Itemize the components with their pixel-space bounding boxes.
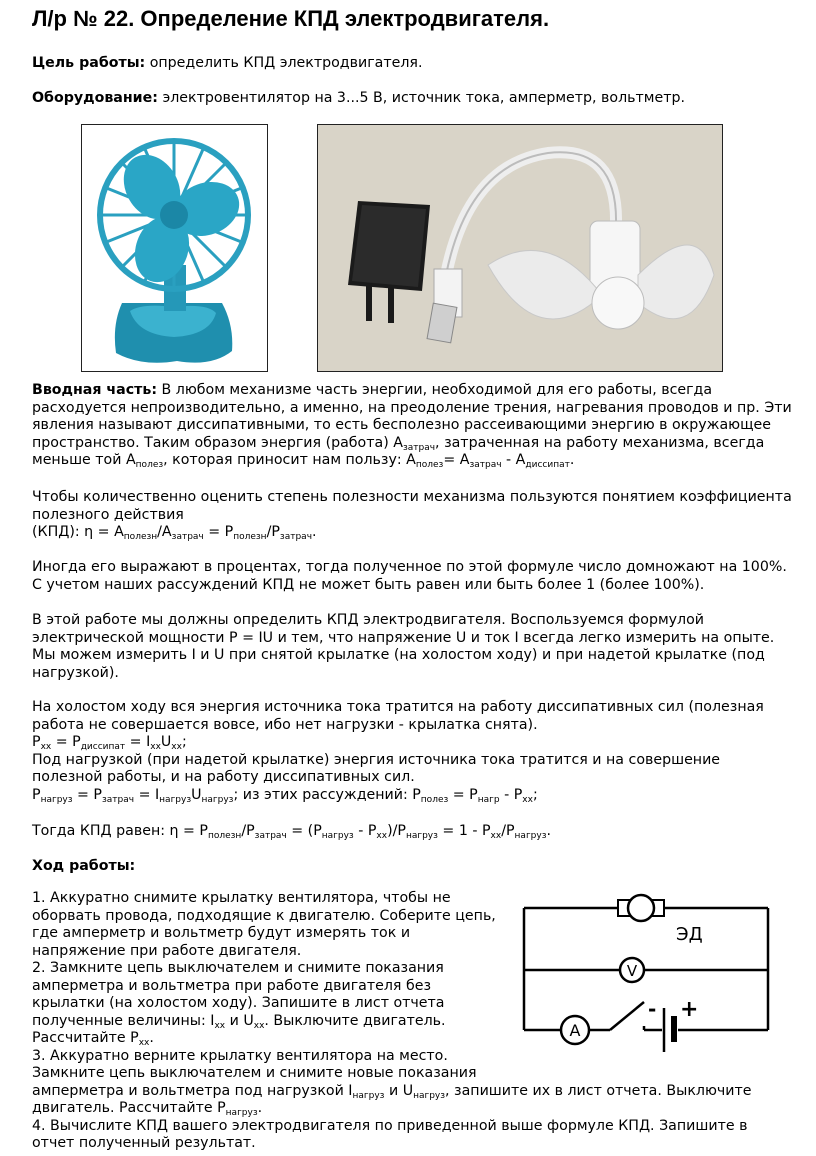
efficiency-definition xyxy=(32,489,792,542)
equipment-text: электровентилятор на 3...5 В, источник тока, амперметр, вольтметр. xyxy=(162,90,686,106)
battery-symbol xyxy=(664,1008,674,1052)
subscript: диссипат xyxy=(525,460,570,470)
subscript: хх xyxy=(138,1038,150,1048)
subscript: хх xyxy=(171,742,182,752)
subscript: полез xyxy=(415,460,444,470)
subscript: нагруз xyxy=(201,794,234,805)
intro-text: , затраченная на работу механизма, всегда меньше той A xyxy=(32,434,765,468)
step-text: и U xyxy=(384,1082,414,1099)
formula-text: P xyxy=(32,734,41,750)
intro-text: Иногда его выражают в процентах, тогда полученное по этой формуле число домножают на 100%. С учетом наших рассуждений КПД не может быть равен или быть более 1 (более 100%). xyxy=(32,559,787,593)
subscript: затрач xyxy=(101,794,135,805)
intro-text: , которая приносит нам пользу: A xyxy=(163,452,416,468)
page-title: Л/р № 22. Определение КПД электродвигателя. xyxy=(32,6,550,31)
formula-text: - P xyxy=(353,823,377,839)
formula-text: = P xyxy=(203,524,234,540)
subscript: хх xyxy=(40,742,52,752)
intro-text: - A xyxy=(501,452,526,468)
subscript: хх xyxy=(490,831,502,841)
step-2 xyxy=(32,960,502,1048)
intro-text: Под нагрузкой (при надетой крылатке) энергия источника тока тратится и на совершение полезной работы, и на работу диссипативных сил. xyxy=(32,751,721,785)
intro-label: Вводная часть: xyxy=(32,382,158,398)
efficiency-result-formula xyxy=(32,823,792,841)
subscript: хх xyxy=(214,1020,226,1031)
formula-text: P xyxy=(32,786,41,803)
formula-text: = P xyxy=(51,734,81,750)
motor-label: ЭД xyxy=(676,924,703,945)
procedure-heading: Ход работы: xyxy=(32,858,136,874)
formula-text: ; xyxy=(181,734,187,750)
motor-symbol xyxy=(618,895,664,921)
subscript: полезн xyxy=(207,831,242,841)
step-text: , запишите их в лист отчета. Выключите двигатель. Рассчитайте P xyxy=(32,1082,752,1116)
formula-text: /A xyxy=(157,524,172,540)
subscript: хх xyxy=(376,831,388,841)
battery-plus-label: + xyxy=(680,997,699,1022)
subscript: нагр xyxy=(477,794,500,805)
formula-text: )/P xyxy=(387,823,406,839)
formula-text: U xyxy=(160,734,172,750)
step-text: и U xyxy=(225,1012,254,1029)
subscript: затрач xyxy=(469,460,502,470)
formula-text: /P xyxy=(241,823,255,839)
intro-paragraph-3 xyxy=(32,559,792,594)
formula-text: /P xyxy=(501,823,515,839)
subscript: затрач xyxy=(254,831,287,841)
formula-text: U xyxy=(191,786,202,803)
load-formula xyxy=(32,787,792,805)
intro-paragraph-2 xyxy=(32,489,792,524)
equipment-line xyxy=(32,89,685,107)
step-text: . xyxy=(149,1030,154,1046)
subscript: нагруз xyxy=(321,831,354,841)
goal-text: определить КПД электродвигателя. xyxy=(149,55,423,71)
step-text: амперметра и вольтметра под нагрузкой I xyxy=(32,1082,353,1099)
subscript: хх xyxy=(522,794,533,805)
goal-line xyxy=(32,54,422,72)
formula-text: = I xyxy=(134,786,160,803)
subscript: нагруз xyxy=(352,1090,385,1101)
circuit-diagram xyxy=(518,890,778,1052)
formula-text: ; из этих рассуждений: P xyxy=(233,786,421,803)
efficiency-formula xyxy=(32,524,792,542)
subscript: нагруз xyxy=(405,831,438,841)
subscript: нагруз xyxy=(413,1090,446,1101)
subscript: нагруз xyxy=(225,1108,258,1118)
intro-text: . xyxy=(569,452,575,468)
step-4: 4. Вычислите КПД вашего электродвигателя по приведенной выше формуле КПД. Запишите в отчет полученный результат. xyxy=(32,1117,748,1151)
subscript: затрач xyxy=(279,532,313,542)
formula-text: - P xyxy=(499,786,523,803)
step-text: . Выключите двигатель. Рассчитайте P xyxy=(32,1012,446,1046)
subscript: нагруз xyxy=(40,794,73,805)
subscript: хх xyxy=(150,742,161,752)
formula-text: ; xyxy=(532,786,538,803)
formula-text: /P xyxy=(266,524,280,540)
formula-text: = P xyxy=(448,786,478,803)
step-1: 1. Аккуратно снимите крылатку вентилятора, чтобы не оборвать провода, подходящие к двигателю. Соберите цепь, где амперметр и вольтметр будут измерять ток и напряжение при работе двигателя. xyxy=(32,890,496,959)
intro-text: = A xyxy=(443,452,470,468)
step-text: 2. Замкните цепь выключателем и снимите показания амперметра и вольтметра при работе двигателя без крылатки (на холостом ходу). Запишите в лист отчета полученные величины: I xyxy=(32,960,445,1029)
battery-minus-label: - xyxy=(648,997,657,1021)
subscript: полез xyxy=(135,460,164,470)
ammeter-label: A xyxy=(569,1021,581,1040)
subscript: хх xyxy=(253,1020,265,1031)
intro-text: В любом механизме часть энергии, необходимой для его работы, всегда расходуется непроизводительно, а именно, на преодоление трения, нагревания проводов и пр. Эти явления называют диссипативными, то есть бесполезно рассеивающими энергию в окружающее пространство. Таким образом энергия (работа) A xyxy=(32,382,792,451)
formula-text: = (P xyxy=(286,823,322,839)
step-3-part-1: 3. Аккуратно верните крылатку вентилятора на место. Замкните цепь выключателем и снимите новые показания xyxy=(32,1047,477,1081)
procedure-heading-line xyxy=(32,857,135,875)
formula-text: (КПД): η = A xyxy=(32,524,124,540)
intro-paragraph-4 xyxy=(32,612,792,682)
step-text: . xyxy=(257,1100,263,1116)
intro-text: Чтобы количественно оценить степень полезности механизма пользуются понятием коэффициента полезного действия xyxy=(32,489,792,523)
intro-paragraph-1 xyxy=(32,382,792,470)
usb-fan-image xyxy=(318,125,722,371)
subscript: затрач xyxy=(402,442,436,453)
subscript: нагруз xyxy=(514,831,547,841)
formula-text: Тогда КПД равен: η = P xyxy=(32,823,208,839)
fan-photo xyxy=(81,124,268,372)
subscript: диссипат xyxy=(80,742,126,752)
subscript: полез xyxy=(420,794,449,805)
subscript: затрач xyxy=(171,532,204,542)
step-3-part-2 xyxy=(32,1083,792,1118)
voltmeter-label: V xyxy=(626,962,638,980)
intro-section xyxy=(32,382,792,470)
no-load-formula xyxy=(32,734,792,752)
subscript: полезн xyxy=(233,532,267,542)
desk-fan-image xyxy=(82,125,267,371)
formula-text: = P xyxy=(72,786,102,803)
formula-text: . xyxy=(546,823,552,839)
usb-fan-photo xyxy=(317,124,723,372)
intro-text: На холостом ходу вся энергия источника тока тратится на работу диссипативных сил (полезная работа не совершается вовсе, ибо нет нагрузки - крылатка снята). xyxy=(32,699,764,733)
goal-label: Цель работы: xyxy=(32,55,146,71)
formula-text: . xyxy=(312,524,317,540)
formula-text: = 1 - P xyxy=(437,823,491,839)
intro-text: В этой работе мы должны определить КПД электродвигателя. Воспользуемся формулой электрической мощности P = IU и тем, что напряжение U и ток I всегда легко измерить на опыте. Мы можем измерить I и U при снятой крылатке (на холостом ходу) и при надетой крылатке (под нагрузкой). xyxy=(32,612,775,681)
equipment-label: Оборудование: xyxy=(32,90,158,106)
subscript: нагруз xyxy=(159,794,192,805)
formula-text: = I xyxy=(125,734,151,750)
no-load-section xyxy=(32,699,792,804)
subscript: полезн xyxy=(123,532,158,542)
switch-symbol xyxy=(610,1002,644,1030)
